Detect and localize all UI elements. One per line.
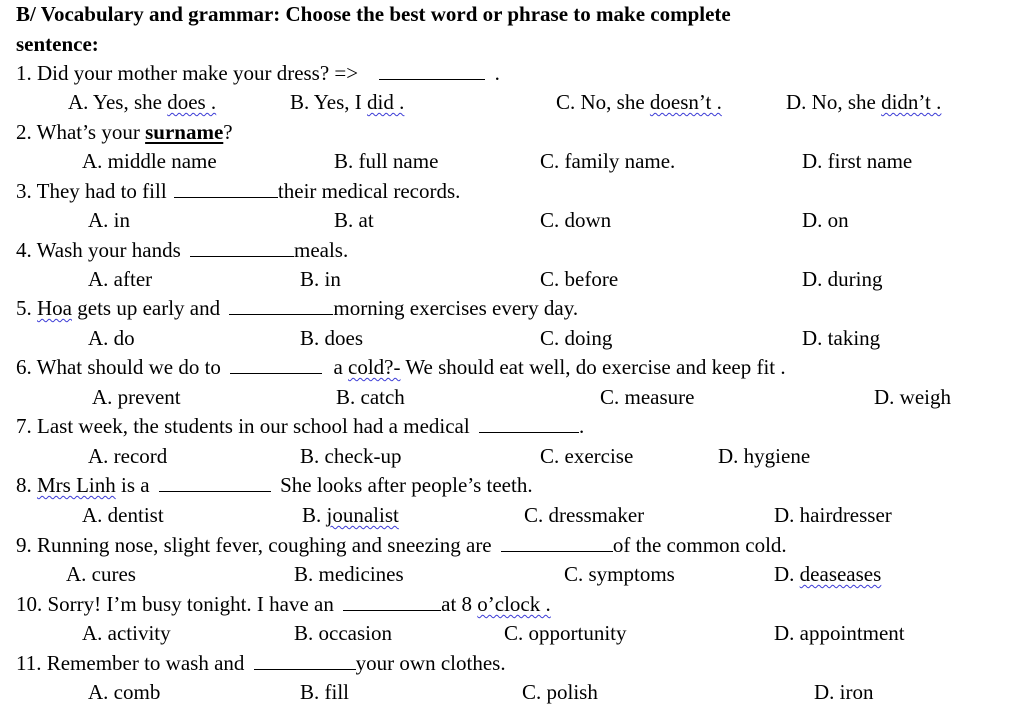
spell-flagged-word: didn’t .	[881, 90, 942, 114]
question-text: She looks after people’s teeth.	[280, 473, 533, 497]
question-text: a	[333, 355, 343, 379]
question-text: .	[578, 414, 585, 438]
option-d: D. first name	[802, 149, 913, 173]
option-c: C. polish	[522, 680, 598, 704]
spell-flagged-word: o’clock .	[477, 592, 551, 616]
question-text: at 8	[441, 592, 473, 616]
option-d: D. No, she didn’t .	[786, 90, 942, 114]
option-b: B. catch	[336, 385, 405, 409]
question-text: of the common cold.	[612, 533, 787, 557]
question-text: 11. Remember to wash and	[16, 651, 245, 675]
option-b: B. check-up	[300, 444, 402, 468]
question-4	[16, 238, 348, 262]
spell-flagged-word: jounalist	[326, 503, 399, 527]
option-b: B. fill	[300, 680, 350, 704]
option-c: C. No, she doesn’t .	[556, 90, 722, 114]
option-d: D. taking	[802, 326, 881, 350]
question-7	[16, 414, 584, 438]
option-c: C. symptoms	[564, 562, 675, 586]
question-text: 2. What’s your	[16, 120, 140, 144]
option-b: B. in	[300, 267, 341, 291]
option-d: D. during	[802, 267, 883, 291]
spell-flagged-word: Hoa	[37, 296, 72, 320]
option-d: D. hygiene	[718, 444, 811, 468]
option-b: B. at	[334, 208, 374, 232]
question-2	[16, 120, 233, 144]
answer-blank	[159, 475, 271, 492]
option-b: B. medicines	[294, 562, 404, 586]
option-c: C. measure	[600, 385, 695, 409]
option-d: D. hairdresser	[774, 503, 892, 527]
option-a: A. Yes, she does .	[68, 90, 217, 114]
option-d: D. appointment	[774, 621, 905, 645]
answer-blank	[190, 240, 294, 257]
question-5	[16, 296, 578, 320]
option-a: A. after	[88, 267, 153, 291]
option-d: D. iron	[814, 680, 874, 704]
answer-blank	[230, 357, 322, 374]
option-c: C. down	[540, 208, 612, 232]
option-c: C. doing	[540, 326, 613, 350]
option-c: C. family name.	[540, 149, 676, 173]
spell-flagged-word: did .	[367, 90, 405, 114]
question-6	[16, 355, 786, 379]
option-b: B. Yes, I did .	[290, 90, 405, 114]
question-text: 5.	[16, 296, 32, 320]
option-a: A. prevent	[92, 385, 181, 409]
spell-flagged-word: doesn’t .	[649, 90, 722, 114]
question-text: gets up early and	[77, 296, 221, 320]
question-9	[16, 533, 787, 557]
option-b: B. does	[300, 326, 363, 350]
option-a: A. record	[88, 444, 168, 468]
question-text: meals.	[294, 238, 349, 262]
option-b: B. full name	[334, 149, 439, 173]
question-3	[16, 179, 460, 203]
question-text: 7. Last week, the students in our school had a medical	[16, 414, 470, 438]
option-d: D. on	[802, 208, 849, 232]
option-c: C. before	[540, 267, 619, 291]
option-c: C. exercise	[540, 444, 634, 468]
option-a: A. dentist	[82, 503, 164, 527]
option-a: A. activity	[82, 621, 171, 645]
question-1	[16, 61, 500, 85]
question-text: .	[494, 61, 500, 85]
spell-flagged-word: cold?-	[348, 355, 401, 379]
question-text: 6. What should we do to	[16, 355, 221, 379]
question-text: ?	[223, 120, 233, 144]
option-b: B. occasion	[294, 621, 392, 645]
emphasized-word: surname	[145, 120, 224, 144]
section-title-continued: sentence:	[16, 32, 99, 56]
option-c: C. opportunity	[504, 621, 627, 645]
answer-blank	[343, 594, 441, 611]
question-text: morning exercises every day.	[333, 296, 579, 320]
option-a: A. do	[88, 326, 135, 350]
spell-flagged-word: does .	[167, 90, 217, 114]
spell-flagged-word: deaseases	[799, 562, 882, 586]
question-text: 3. They had to fill	[16, 179, 167, 203]
question-11	[16, 651, 506, 675]
answer-blank	[174, 181, 278, 198]
option-d: D. weigh	[874, 385, 951, 409]
question-text: is a	[121, 473, 150, 497]
question-text: their medical records.	[277, 179, 461, 203]
answer-blank	[501, 535, 613, 552]
section-title: B/ Vocabulary and grammar: Choose the best word or phrase to make complete	[16, 2, 731, 26]
spell-flagged-word: Mrs Linh	[37, 473, 116, 497]
question-text: 1. Did your mother make your dress? =>	[16, 61, 359, 85]
option-c: C. dressmaker	[524, 503, 645, 527]
option-a: A. in	[88, 208, 130, 232]
question-text: 9. Running nose, slight fever, coughing and sneezing are	[16, 533, 492, 557]
answer-blank	[379, 63, 485, 80]
question-10	[16, 592, 551, 616]
option-a: A. cures	[66, 562, 136, 586]
option-a: A. comb	[88, 680, 161, 704]
option-d: D. deaseases	[774, 562, 882, 586]
answer-blank	[254, 653, 356, 670]
question-text: We should eat well, do exercise and keep fit .	[405, 355, 786, 379]
question-text: 4. Wash your hands	[16, 238, 181, 262]
question-text: your own clothes.	[355, 651, 506, 675]
option-a: A. middle name	[82, 149, 217, 173]
answer-blank	[479, 416, 579, 433]
question-8	[16, 473, 533, 497]
answer-blank	[229, 298, 333, 315]
question-text: 10. Sorry! I’m busy tonight. I have an	[16, 592, 334, 616]
option-b: B. jounalist	[302, 503, 399, 527]
question-text: 8.	[16, 473, 32, 497]
